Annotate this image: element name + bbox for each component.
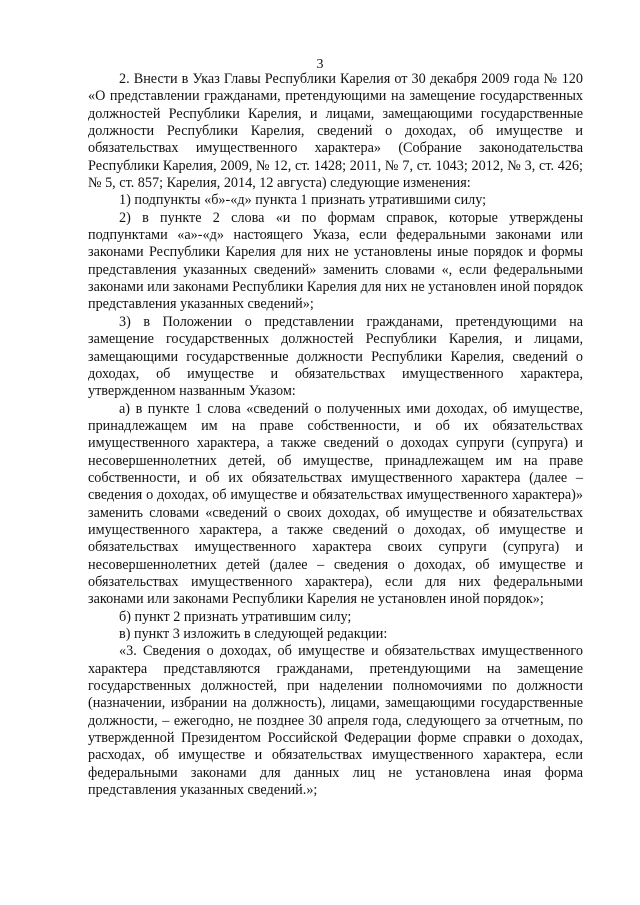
paragraph-subitem-3: 3) в Положении о представлении гражданами, претендующими на замещение государственных должностей Республики Карелия, и лицами, замещающими государственные должности Республики Карелия, сведений о доходах, об имуществе и обязательствах имущественного характера, утвержденном названным Указом:: [88, 313, 583, 400]
paragraph-subitem-a: а) в пункте 1 слова «сведений о полученных ими доходах, об имуществе, принадлежащем им на праве собственности, и об их обязательствах имущественного характера, а также сведений о доходах супруги (супруга) и несовершеннолетних детей, об имуществе, принадлежащем им на праве собственности, и об их обязательствах имущественного характера (далее – сведения о доходах, об имуществе и обязательствах имущественного характера)» заменить словами «сведений о своих доходах, об имуществе и обязательствах имущественного характера, а также сведений о доходах, об имуществе и обязательствах имущественного характера своих супруги (супруга) и несовершеннолетних детей (далее – сведения о доходах, об имуществе и обязательствах имущественного характера), если для них федеральными законами или законами Республики Карелия не установлен иной порядок»;: [88, 400, 583, 608]
paragraph-subitem-2: 2) в пункте 2 слова «и по формам справок, которые утверждены подпунктами «а»-«д» настоящего Указа, если федеральными законами или законами Республики Карелия для них не установлены иные порядок и формы представления указанных сведений» заменить словами «, если федеральными законами или законами Республики Карелия для них не установлен иной порядок представления указанных сведений»;: [88, 209, 583, 313]
paragraph-subitem-1: 1) подпункты «б»-«д» пункта 1 признать утратившими силу;: [119, 192, 487, 209]
paragraph-subitem-v: в) пункт 3 изложить в следующей редакции:: [119, 626, 388, 642]
paragraph-subitem-b: б) пункт 2 признать утратившим силу;: [119, 608, 352, 625]
paragraph-item-2-amend-decree: 2. Внести в Указ Главы Республики Карелия от 30 декабря 2009 года № 120 «О представлении гражданами, претендующими на замещение государственных должностей Республики Карелия, и лицами, замещающими государственные должности Республики Карелия, сведений о доходах, об имуществе и обязательствах имущественного характера» (Собрание законодательства Республики Карелия, 2009, № 12, ст. 1428; 2011, № 7, ст. 1043; 2012, № 3, ст. 426; № 5, ст. 857; Карелия, 2014, 12 августа) следующие изменения:: [88, 71, 583, 192]
document-body: [88, 71, 583, 799]
page-number: 3: [316, 57, 324, 72]
paragraph-new-item-3-text: «3. Сведения о доходах, об имуществе и обязательствах имущественного характера представляются гражданами, претендующими на замещение государственных должностей, при наделении полномочиями по должности (назначении, избрании на должность), лицами, замещающими государственные должности, – ежегодно, не позднее 30 апреля года, следующего за отчетным, по утвержденной Президентом Российской Федерации форме справки о доходах, расходах, об имуществе и обязательствах имущественного характера, если федеральными законами для данных лиц не установлена иная форма представления указанных сведений.»;: [88, 643, 583, 799]
